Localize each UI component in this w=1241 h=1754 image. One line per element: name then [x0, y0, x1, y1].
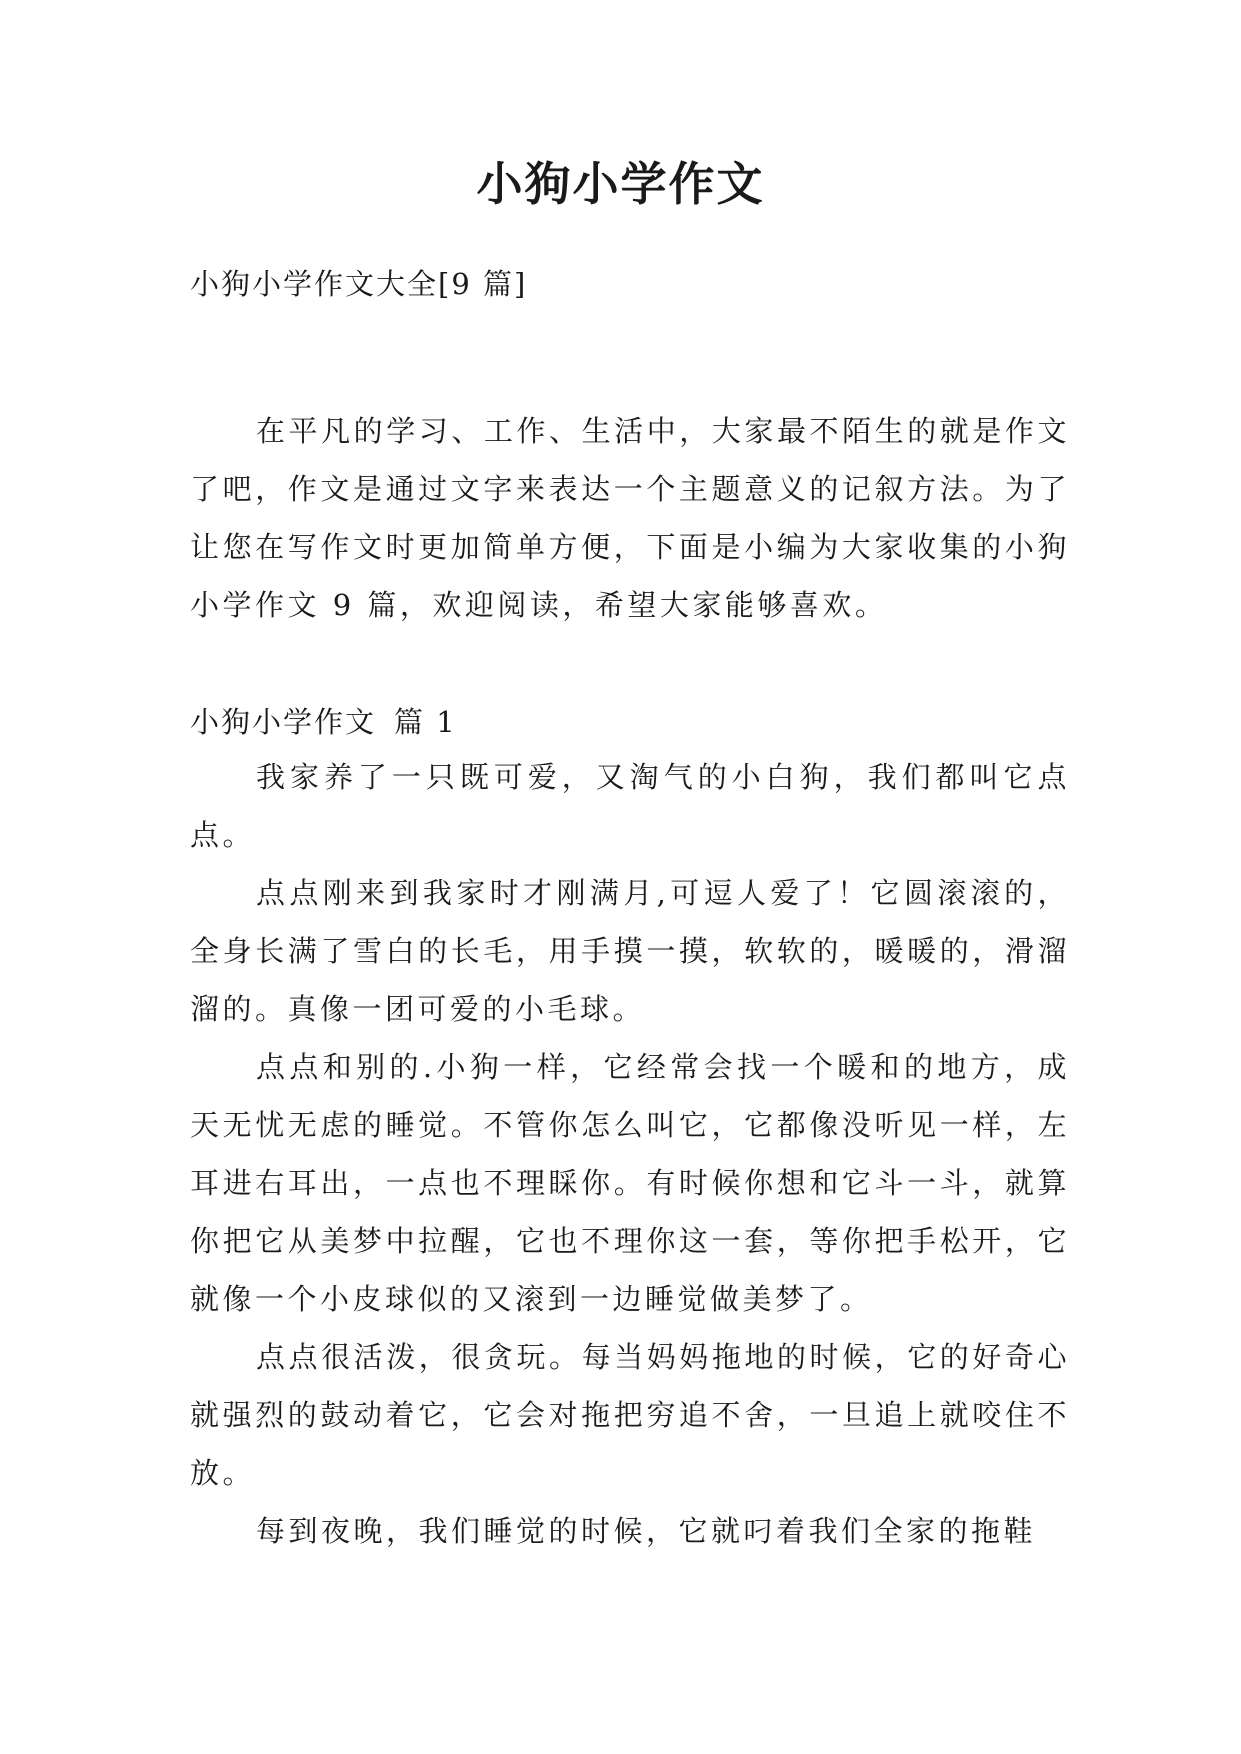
intro-paragraph: 在平凡的学习、工作、生活中，大家最不陌生的就是作文了吧，作文是通过文字来表达一个主题意义的记叙方法。为了让您在写作文时更加简单方便，下面是小编为大家收集的小狗小学作文 9 篇，欢迎阅读，希望大家能够喜欢。 — [190, 414, 1070, 622]
section-heading-title: 小狗小学作文 — [190, 705, 377, 739]
section-heading-number: 篇 1 — [394, 705, 457, 739]
body-paragraph: 每到夜晚，我们睡觉的时候，它就叼着我们全家的拖鞋 — [256, 1514, 1037, 1548]
body-paragraph: 点点刚来到我家时才刚满月,可逗人爱了！它圆滚滚的，全身长满了雪白的长毛，用手摸一摸，软软的，暖暖的，滑溜溜的。真像一团可爱的小毛球。 — [190, 876, 1070, 1026]
document-title: 小狗小学作文 — [476, 157, 765, 211]
body-paragraph: 我家养了一只既可爱，又淘气的小白狗，我们都叫它点点。 — [190, 760, 1070, 852]
body-paragraph: 点点和别的.小狗一样，它经常会找一个暖和的地方，成天无忧无虑的睡觉。不管你怎么叫它，它都像没听见一样，左耳进右耳出，一点也不理睬你。有时候你想和它斗一斗，就算你把它从美梦中拉醒，它也不理你这一套，等你把手松开，它就像一个小皮球似的又滚到一边睡觉做美梦了。 — [190, 1050, 1070, 1316]
section-heading — [190, 700, 457, 744]
document-subtitle: 小狗小学作文大全[9 篇] — [190, 267, 528, 301]
body-paragraph: 点点很活泼，很贪玩。每当妈妈拖地的时候，它的好奇心就强烈的鼓动着它，它会对拖把穷追不舍，一旦追上就咬住不放。 — [190, 1340, 1070, 1490]
